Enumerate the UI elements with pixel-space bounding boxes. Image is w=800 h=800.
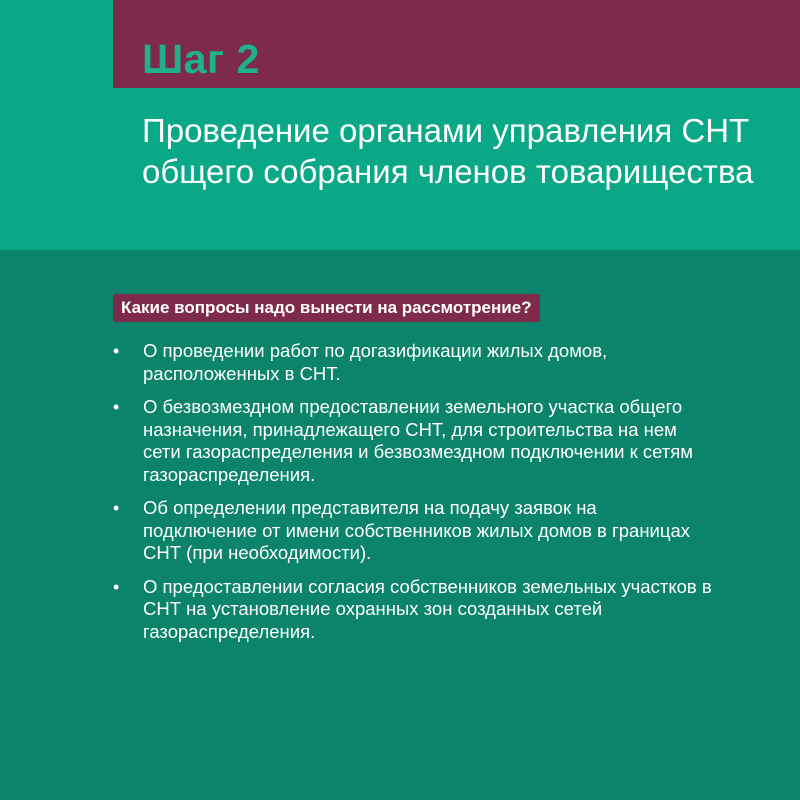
- list-item-text: О предоставлении согласия собственников земельных участков в СНТ на установление охранных зон созданных сетей газораспределения.: [143, 575, 712, 642]
- list-item: [113, 340, 713, 385]
- bullet-icon: •: [113, 397, 120, 417]
- list-item-text: Об определении представителя на подачу заявок на подключение от имени собственников жилых домов в границах СНТ (при необходимости).: [143, 497, 691, 563]
- questions-list: [113, 340, 713, 654]
- list-item: [113, 576, 713, 644]
- bullet-icon: •: [113, 576, 120, 597]
- list-item: [113, 396, 713, 486]
- question-badge: Какие вопросы надо вынести на рассмотрение?: [113, 294, 540, 322]
- list-item: [113, 497, 713, 565]
- page-heading: Проведение органами управления СНТ общего собрания членов товарищества: [142, 112, 754, 190]
- step-title: Шаг 2: [142, 36, 260, 82]
- list-item-text: О безвозмездном предоставлении земельного участка общего назначения, принадлежащего СНТ, для строительства на нем сети газораспределения и безвозмездном подключении к сетям газораспределения.: [143, 396, 693, 485]
- bullet-icon: •: [113, 498, 120, 518]
- list-item-text: О проведении работ по догазификации жилых домов, расположенных в СНТ.: [143, 340, 608, 384]
- bullet-icon: •: [113, 341, 120, 361]
